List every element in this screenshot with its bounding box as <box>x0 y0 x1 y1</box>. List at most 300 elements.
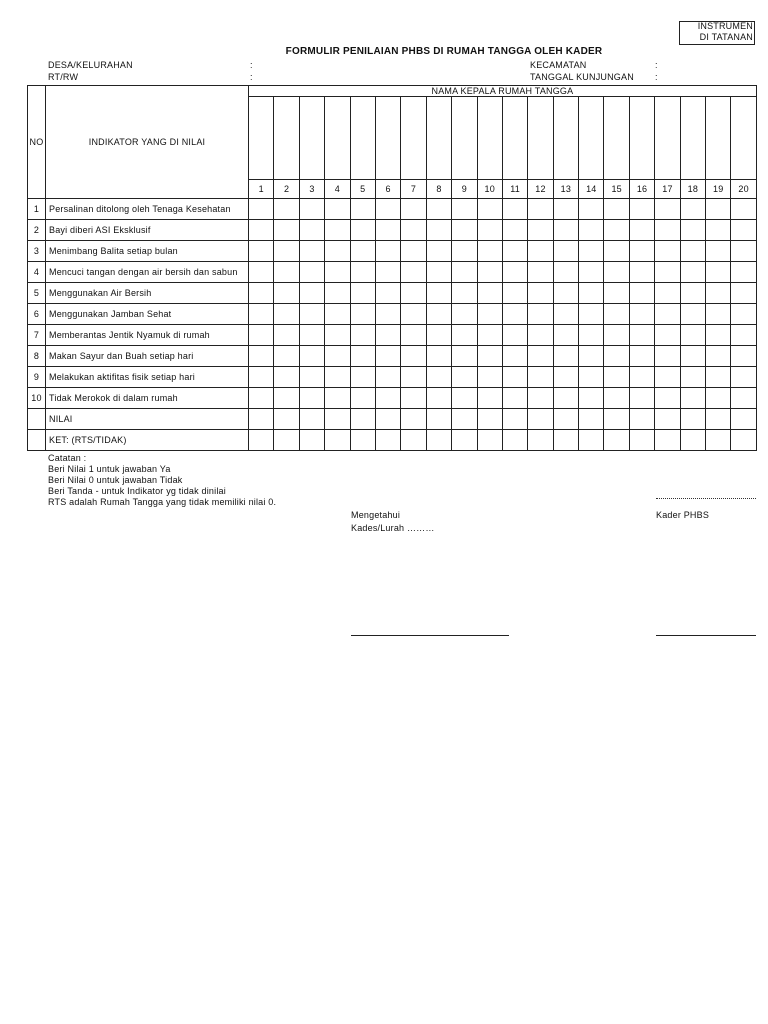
score-cell[interactable] <box>604 346 629 367</box>
score-cell[interactable] <box>274 304 299 325</box>
score-cell[interactable] <box>655 409 680 430</box>
column-number: 12 <box>528 180 553 199</box>
score-cell[interactable] <box>325 241 350 262</box>
table-row <box>28 346 757 367</box>
score-cell[interactable] <box>655 283 680 304</box>
kecamatan-label: KECAMATAN <box>530 60 587 70</box>
score-cell[interactable] <box>274 430 299 451</box>
score-cell[interactable] <box>579 304 604 325</box>
score-cell[interactable] <box>325 199 350 220</box>
score-cell[interactable] <box>706 430 731 451</box>
column-number: 9 <box>452 180 477 199</box>
score-cell[interactable] <box>629 430 654 451</box>
score-cell[interactable] <box>655 367 680 388</box>
score-cell[interactable] <box>528 262 553 283</box>
score-cell[interactable] <box>299 220 324 241</box>
score-cell[interactable] <box>579 199 604 220</box>
score-cell[interactable] <box>731 430 756 451</box>
score-cell[interactable] <box>426 304 451 325</box>
household-name-cell[interactable] <box>502 97 527 180</box>
score-cell[interactable] <box>375 241 400 262</box>
score-cell[interactable] <box>579 409 604 430</box>
score-cell[interactable] <box>528 199 553 220</box>
score-cell[interactable] <box>629 367 654 388</box>
score-cell[interactable] <box>325 367 350 388</box>
score-cell[interactable] <box>579 325 604 346</box>
score-cell[interactable] <box>274 409 299 430</box>
tanggal-colon: : <box>655 72 658 82</box>
score-cell[interactable] <box>629 262 654 283</box>
score-cell[interactable] <box>502 220 527 241</box>
score-cell[interactable] <box>452 220 477 241</box>
indicator-label: KET: (RTS/TIDAK) <box>46 430 249 451</box>
score-cell[interactable] <box>680 241 705 262</box>
score-cell[interactable] <box>731 199 756 220</box>
score-cell[interactable] <box>604 283 629 304</box>
score-cell[interactable] <box>706 367 731 388</box>
indicator-header: INDIKATOR YANG DI NILAI <box>46 86 249 199</box>
score-cell[interactable] <box>731 220 756 241</box>
score-cell[interactable] <box>528 346 553 367</box>
score-cell[interactable] <box>299 241 324 262</box>
score-cell[interactable] <box>325 262 350 283</box>
score-cell[interactable] <box>528 430 553 451</box>
score-cell[interactable] <box>528 304 553 325</box>
score-cell[interactable] <box>477 220 502 241</box>
score-cell[interactable] <box>426 367 451 388</box>
score-cell[interactable] <box>350 262 375 283</box>
score-cell[interactable] <box>426 220 451 241</box>
score-cell[interactable] <box>680 304 705 325</box>
score-cell[interactable] <box>249 241 274 262</box>
household-name-cell[interactable] <box>655 97 680 180</box>
score-cell[interactable] <box>426 430 451 451</box>
score-cell[interactable] <box>375 304 400 325</box>
score-cell[interactable] <box>477 430 502 451</box>
score-cell[interactable] <box>706 262 731 283</box>
row-number <box>28 430 46 451</box>
column-number: 16 <box>629 180 654 199</box>
score-cell[interactable] <box>401 199 426 220</box>
score-cell[interactable] <box>680 367 705 388</box>
score-cell[interactable] <box>502 388 527 409</box>
score-cell[interactable] <box>502 409 527 430</box>
score-cell[interactable] <box>325 388 350 409</box>
score-cell[interactable] <box>655 325 680 346</box>
column-number: 6 <box>375 180 400 199</box>
score-cell[interactable] <box>680 388 705 409</box>
score-cell[interactable] <box>502 430 527 451</box>
score-cell[interactable] <box>249 283 274 304</box>
score-cell[interactable] <box>477 409 502 430</box>
household-name-cell[interactable] <box>325 97 350 180</box>
score-cell[interactable] <box>350 409 375 430</box>
score-cell[interactable] <box>325 220 350 241</box>
score-cell[interactable] <box>274 388 299 409</box>
household-name-cell[interactable] <box>452 97 477 180</box>
score-cell[interactable] <box>655 241 680 262</box>
score-cell[interactable] <box>426 283 451 304</box>
household-name-cell[interactable] <box>401 97 426 180</box>
column-number: 13 <box>553 180 578 199</box>
score-cell[interactable] <box>604 199 629 220</box>
score-cell[interactable] <box>655 346 680 367</box>
column-number: 3 <box>299 180 324 199</box>
score-cell[interactable] <box>375 325 400 346</box>
score-cell[interactable] <box>579 283 604 304</box>
desa-colon: : <box>250 60 253 70</box>
household-name-cell[interactable] <box>629 97 654 180</box>
score-cell[interactable] <box>401 367 426 388</box>
score-cell[interactable] <box>249 262 274 283</box>
score-cell[interactable] <box>452 325 477 346</box>
score-cell[interactable] <box>680 262 705 283</box>
score-cell[interactable] <box>426 325 451 346</box>
score-cell[interactable] <box>680 430 705 451</box>
score-cell[interactable] <box>731 283 756 304</box>
score-cell[interactable] <box>452 283 477 304</box>
row-number: 5 <box>28 283 46 304</box>
score-cell[interactable] <box>604 241 629 262</box>
score-cell[interactable] <box>629 304 654 325</box>
score-cell[interactable] <box>579 388 604 409</box>
score-cell[interactable] <box>579 367 604 388</box>
score-cell[interactable] <box>249 409 274 430</box>
score-cell[interactable] <box>629 325 654 346</box>
household-name-cell[interactable] <box>553 97 578 180</box>
score-cell[interactable] <box>375 388 400 409</box>
score-cell[interactable] <box>477 199 502 220</box>
score-cell[interactable] <box>350 283 375 304</box>
score-cell[interactable] <box>249 325 274 346</box>
score-cell[interactable] <box>706 220 731 241</box>
indicator-label: Menggunakan Jamban Sehat <box>46 304 249 325</box>
household-name-cell[interactable] <box>604 97 629 180</box>
score-cell[interactable] <box>553 199 578 220</box>
score-cell[interactable] <box>502 262 527 283</box>
indicator-label: Memberantas Jentik Nyamuk di rumah <box>46 325 249 346</box>
score-cell[interactable] <box>706 283 731 304</box>
notes <box>48 453 276 508</box>
household-name-cell[interactable] <box>706 97 731 180</box>
score-cell[interactable] <box>299 304 324 325</box>
table-row <box>28 304 757 325</box>
score-cell[interactable] <box>401 388 426 409</box>
score-cell[interactable] <box>299 283 324 304</box>
score-cell[interactable] <box>655 262 680 283</box>
score-cell[interactable] <box>477 346 502 367</box>
score-cell[interactable] <box>426 346 451 367</box>
household-name-cell[interactable] <box>731 97 756 180</box>
score-cell[interactable] <box>706 199 731 220</box>
score-cell[interactable] <box>274 262 299 283</box>
score-cell[interactable] <box>604 304 629 325</box>
score-cell[interactable] <box>477 367 502 388</box>
score-cell[interactable] <box>655 220 680 241</box>
score-cell[interactable] <box>655 388 680 409</box>
score-cell[interactable] <box>350 220 375 241</box>
household-name-cell[interactable] <box>249 97 274 180</box>
score-cell[interactable] <box>249 199 274 220</box>
no-header: NO <box>28 86 46 199</box>
score-cell[interactable] <box>375 220 400 241</box>
score-cell[interactable] <box>274 283 299 304</box>
score-cell[interactable] <box>350 199 375 220</box>
score-cell[interactable] <box>731 325 756 346</box>
score-cell[interactable] <box>553 241 578 262</box>
rtrw-label: RT/RW <box>48 72 79 82</box>
score-cell[interactable] <box>528 241 553 262</box>
score-cell[interactable] <box>274 241 299 262</box>
score-cell[interactable] <box>553 430 578 451</box>
score-cell[interactable] <box>579 346 604 367</box>
score-cell[interactable] <box>655 430 680 451</box>
score-cell[interactable] <box>680 409 705 430</box>
note-line: Beri Nilai 1 untuk jawaban Ya <box>48 464 171 474</box>
score-cell[interactable] <box>629 241 654 262</box>
indicator-label: Menimbang Balita setiap bulan <box>46 241 249 262</box>
score-cell[interactable] <box>452 388 477 409</box>
column-number: 19 <box>706 180 731 199</box>
score-cell[interactable] <box>299 346 324 367</box>
score-cell[interactable] <box>452 304 477 325</box>
score-cell[interactable] <box>502 283 527 304</box>
score-cell[interactable] <box>274 220 299 241</box>
score-cell[interactable] <box>579 262 604 283</box>
score-cell[interactable] <box>401 409 426 430</box>
score-cell[interactable] <box>528 367 553 388</box>
score-cell[interactable] <box>299 388 324 409</box>
score-cell[interactable] <box>502 241 527 262</box>
score-cell[interactable] <box>731 409 756 430</box>
score-cell[interactable] <box>401 220 426 241</box>
score-cell[interactable] <box>401 241 426 262</box>
score-cell[interactable] <box>731 388 756 409</box>
score-cell[interactable] <box>528 388 553 409</box>
score-cell[interactable] <box>502 304 527 325</box>
row-number: 10 <box>28 388 46 409</box>
column-number: 2 <box>274 180 299 199</box>
household-name-cell[interactable] <box>375 97 400 180</box>
desa-label: DESA/KELURAHAN <box>48 60 133 70</box>
household-name-cell[interactable] <box>274 97 299 180</box>
note-line: Catatan : <box>48 453 87 463</box>
score-cell[interactable] <box>604 409 629 430</box>
score-cell[interactable] <box>426 388 451 409</box>
score-cell[interactable] <box>706 346 731 367</box>
score-cell[interactable] <box>604 325 629 346</box>
score-cell[interactable] <box>553 367 578 388</box>
household-name-cell[interactable] <box>528 97 553 180</box>
score-cell[interactable] <box>299 325 324 346</box>
score-cell[interactable] <box>553 346 578 367</box>
score-cell[interactable] <box>452 367 477 388</box>
score-cell[interactable] <box>299 262 324 283</box>
score-cell[interactable] <box>528 220 553 241</box>
score-cell[interactable] <box>502 346 527 367</box>
score-cell[interactable] <box>706 241 731 262</box>
score-cell[interactable] <box>452 262 477 283</box>
household-name-cell[interactable] <box>426 97 451 180</box>
score-cell[interactable] <box>553 220 578 241</box>
column-number: 10 <box>477 180 502 199</box>
score-cell[interactable] <box>375 283 400 304</box>
score-cell[interactable] <box>249 430 274 451</box>
score-cell[interactable] <box>452 241 477 262</box>
score-cell[interactable] <box>629 346 654 367</box>
mengetahui-label: Mengetahui <box>351 510 401 520</box>
score-cell[interactable] <box>350 367 375 388</box>
score-cell[interactable] <box>680 283 705 304</box>
score-cell[interactable] <box>731 367 756 388</box>
score-cell[interactable] <box>350 241 375 262</box>
household-name-cell[interactable] <box>680 97 705 180</box>
score-cell[interactable] <box>604 388 629 409</box>
score-cell[interactable] <box>274 199 299 220</box>
score-cell[interactable] <box>375 262 400 283</box>
indicator-label: Persalinan ditolong oleh Tenaga Kesehatan <box>46 199 249 220</box>
score-cell[interactable] <box>274 367 299 388</box>
score-cell[interactable] <box>325 325 350 346</box>
score-cell[interactable] <box>401 304 426 325</box>
score-cell[interactable] <box>502 199 527 220</box>
score-cell[interactable] <box>452 409 477 430</box>
score-cell[interactable] <box>452 430 477 451</box>
score-cell[interactable] <box>274 325 299 346</box>
score-cell[interactable] <box>426 241 451 262</box>
score-cell[interactable] <box>375 199 400 220</box>
score-cell[interactable] <box>553 304 578 325</box>
score-cell[interactable] <box>731 346 756 367</box>
score-cell[interactable] <box>375 346 400 367</box>
score-cell[interactable] <box>249 346 274 367</box>
household-name-cell[interactable] <box>477 97 502 180</box>
score-cell[interactable] <box>426 199 451 220</box>
score-cell[interactable] <box>401 325 426 346</box>
household-name-cell[interactable] <box>350 97 375 180</box>
score-cell[interactable] <box>477 388 502 409</box>
score-cell[interactable] <box>452 346 477 367</box>
score-cell[interactable] <box>249 220 274 241</box>
score-cell[interactable] <box>706 409 731 430</box>
score-cell[interactable] <box>350 304 375 325</box>
score-cell[interactable] <box>731 304 756 325</box>
score-cell[interactable] <box>452 199 477 220</box>
score-cell[interactable] <box>401 430 426 451</box>
score-cell[interactable] <box>579 220 604 241</box>
score-cell[interactable] <box>579 241 604 262</box>
indicator-label: Mencuci tangan dengan air bersih dan sabun <box>46 262 249 283</box>
score-cell[interactable] <box>375 409 400 430</box>
score-cell[interactable] <box>401 346 426 367</box>
score-cell[interactable] <box>299 199 324 220</box>
score-cell[interactable] <box>401 283 426 304</box>
column-number: 15 <box>604 180 629 199</box>
score-cell[interactable] <box>528 283 553 304</box>
table-row <box>28 220 757 241</box>
score-cell[interactable] <box>426 262 451 283</box>
score-cell[interactable] <box>680 199 705 220</box>
score-cell[interactable] <box>299 430 324 451</box>
score-cell[interactable] <box>325 283 350 304</box>
score-cell[interactable] <box>553 325 578 346</box>
score-cell[interactable] <box>731 241 756 262</box>
score-cell[interactable] <box>249 304 274 325</box>
score-cell[interactable] <box>680 325 705 346</box>
score-cell[interactable] <box>553 283 578 304</box>
score-cell[interactable] <box>502 367 527 388</box>
score-cell[interactable] <box>299 367 324 388</box>
score-cell[interactable] <box>553 262 578 283</box>
score-cell[interactable] <box>477 304 502 325</box>
score-cell[interactable] <box>731 262 756 283</box>
score-cell[interactable] <box>629 283 654 304</box>
table-row <box>28 241 757 262</box>
score-cell[interactable] <box>706 388 731 409</box>
score-cell[interactable] <box>706 325 731 346</box>
tanggal-label: TANGGAL KUNJUNGAN <box>530 72 634 82</box>
score-cell[interactable] <box>401 262 426 283</box>
score-cell[interactable] <box>350 325 375 346</box>
form-title: FORMULIR PENILAIAN PHBS DI RUMAH TANGGA OLEH KADER <box>285 46 603 57</box>
score-cell[interactable] <box>350 388 375 409</box>
score-cell[interactable] <box>604 220 629 241</box>
score-cell[interactable] <box>604 367 629 388</box>
score-cell[interactable] <box>604 262 629 283</box>
score-cell[interactable] <box>629 220 654 241</box>
score-cell[interactable] <box>604 430 629 451</box>
score-cell[interactable] <box>528 409 553 430</box>
score-cell[interactable] <box>477 325 502 346</box>
score-cell[interactable] <box>477 241 502 262</box>
score-cell[interactable] <box>426 409 451 430</box>
row-number: 9 <box>28 367 46 388</box>
score-cell[interactable] <box>629 388 654 409</box>
row-number: 3 <box>28 241 46 262</box>
score-cell[interactable] <box>706 304 731 325</box>
indicator-label: Makan Sayur dan Buah setiap hari <box>46 346 249 367</box>
score-cell[interactable] <box>579 430 604 451</box>
score-cell[interactable] <box>655 304 680 325</box>
note-line: RTS adalah Rumah Tangga yang tidak memiliki nilai 0. <box>48 497 277 507</box>
score-cell[interactable] <box>350 346 375 367</box>
score-cell[interactable] <box>274 346 299 367</box>
score-cell[interactable] <box>325 346 350 367</box>
score-cell[interactable] <box>299 409 324 430</box>
score-cell[interactable] <box>325 409 350 430</box>
score-cell[interactable] <box>680 220 705 241</box>
score-cell[interactable] <box>680 346 705 367</box>
score-cell[interactable] <box>375 367 400 388</box>
score-cell[interactable] <box>553 388 578 409</box>
score-cell[interactable] <box>629 409 654 430</box>
score-cell[interactable] <box>375 430 400 451</box>
score-cell[interactable] <box>477 283 502 304</box>
score-cell[interactable] <box>502 325 527 346</box>
score-cell[interactable] <box>249 388 274 409</box>
score-cell[interactable] <box>325 430 350 451</box>
score-cell[interactable] <box>477 262 502 283</box>
score-cell[interactable] <box>325 304 350 325</box>
household-name-cell[interactable] <box>299 97 324 180</box>
score-cell[interactable] <box>629 199 654 220</box>
score-cell[interactable] <box>528 325 553 346</box>
score-cell[interactable] <box>553 409 578 430</box>
score-cell[interactable] <box>350 430 375 451</box>
household-name-cell[interactable] <box>579 97 604 180</box>
score-cell[interactable] <box>655 199 680 220</box>
score-cell[interactable] <box>249 367 274 388</box>
